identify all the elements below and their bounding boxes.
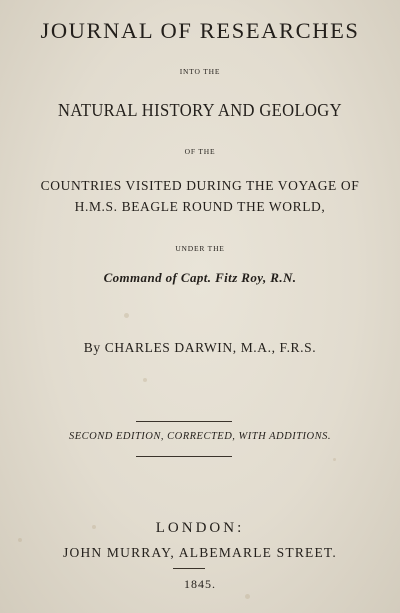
bottom-rule (136, 456, 232, 457)
author-line: By CHARLES DARWIN, M.A., F.R.S. (83, 340, 317, 355)
into-the-text: INTO THE (179, 67, 221, 76)
top-rule (136, 421, 232, 422)
foxing-spot (18, 538, 22, 542)
publication-year: 1845. (184, 577, 216, 591)
foxing-spot (124, 313, 129, 318)
city-line: LONDON: (155, 520, 245, 536)
publisher-line: JOHN MURRAY, ALBEMARLE STREET. (63, 545, 337, 560)
foxing-spot (333, 458, 336, 461)
year-rule (173, 568, 205, 569)
edition-line: SECOND EDITION, CORRECTED, WITH ADDITIONS. (68, 431, 332, 442)
under-the-text: UNDER THE (175, 244, 225, 253)
of-the-text: OF THE (184, 147, 216, 156)
countries-line: COUNTRIES VISITED DURING THE VOYAGE OF (40, 178, 360, 193)
foxing-spot (245, 594, 250, 599)
book-subtitle: NATURAL HISTORY AND GEOLOGY (58, 100, 342, 120)
ship-line: H.M.S. BEAGLE ROUND THE WORLD, (74, 199, 326, 214)
book-title: JOURNAL OF RESEARCHES (40, 18, 360, 43)
foxing-spot (143, 378, 147, 382)
command-line: Command of Capt. Fitz Roy, R.N. (103, 270, 297, 285)
